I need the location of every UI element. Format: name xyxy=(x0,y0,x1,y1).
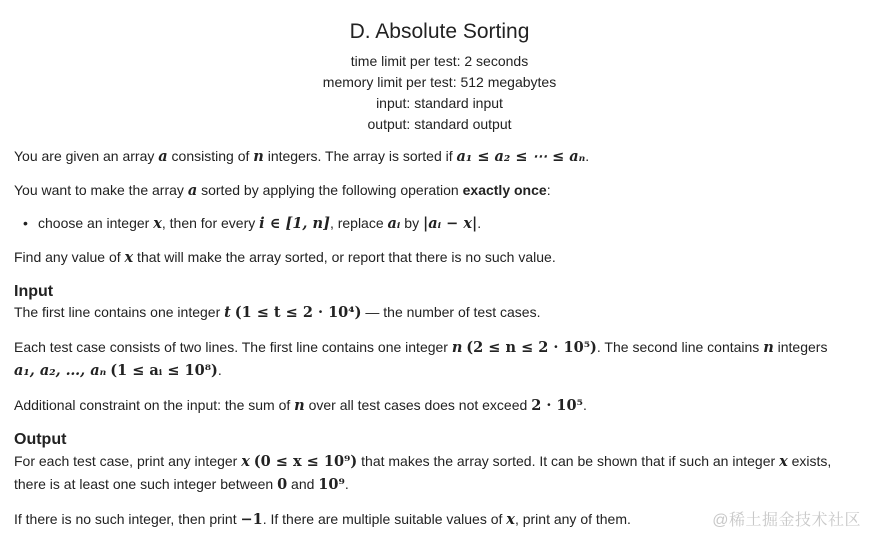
exactly-once-emphasis: exactly once xyxy=(462,182,547,198)
problem-header xyxy=(0,0,879,135)
input-line-1: The first line contains one integer t (1 ≤ t ≤ 2 · 10⁴) — the number of test cases. xyxy=(14,304,541,321)
input-line-2: Each test case consists of two lines. The first line contains one integer n (2 ≤ n ≤ 2 · 10⁵). The second line contains n integers a₁, a₂, …, aₙ (1 ≤ aᵢ ≤ 10⁸). xyxy=(14,339,828,379)
output-line-1: For each test case, print any integer x (0 ≤ x ≤ 10⁹) that makes the array sorted. It can be shown that if such an integer x exists, there is at least one such integer between 0 and 10⁹. xyxy=(14,453,832,493)
output-heading: Output xyxy=(14,431,67,448)
time-limit: time limit per test: 2 seconds xyxy=(350,53,529,69)
problem-title: D. Absolute Sorting xyxy=(349,20,530,43)
input-spec: input: standard input xyxy=(376,95,503,111)
operation-bullet: • choose an integer x, then for every i ∈ [1, n], replace aᵢ by |aᵢ − x|. xyxy=(38,213,865,234)
site-watermark: @稀土掘金技术社区 xyxy=(712,512,861,529)
statement-paragraph-3: Find any value of x that will make the array sorted, or report that there is no such value. xyxy=(14,249,556,266)
operation-list xyxy=(14,213,865,234)
statement-paragraph-1: You are given an array a consisting of n integers. The array is sorted if a₁ ≤ a₂ ≤ ⋯ ≤ aₙ. xyxy=(14,148,590,165)
memory-limit: memory limit per test: 512 megabytes xyxy=(322,74,557,90)
input-line-3: Additional constraint on the input: the sum of n over all test cases does not exceed 2 · 10⁵. xyxy=(14,397,587,414)
input-heading: Input xyxy=(14,283,54,300)
problem-body xyxy=(0,146,879,530)
output-line-2: If there is no such integer, then print −1. If there are multiple suitable values of x, print any of them. xyxy=(14,511,631,528)
statement-paragraph-2: You want to make the array a sorted by applying the following operation exactly once: xyxy=(14,182,551,199)
output-spec: output: standard output xyxy=(367,116,512,132)
